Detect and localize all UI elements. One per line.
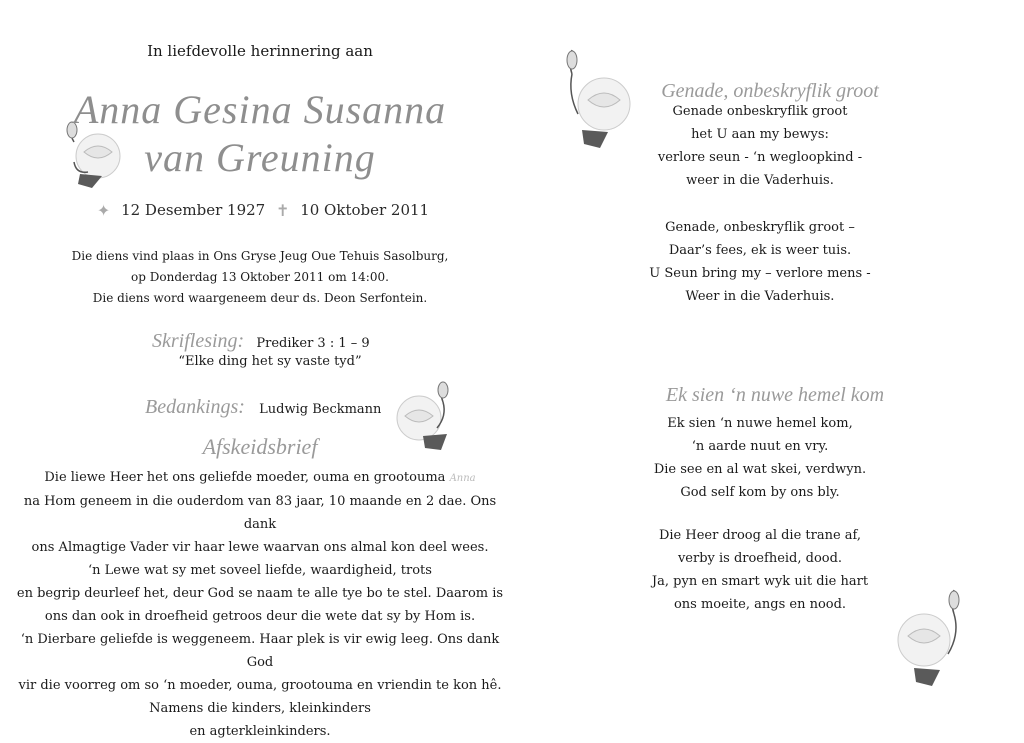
- hymn-line: Genade, onbeskryflik groot –: [665, 220, 855, 235]
- hymn-line: het U aan my bewys:: [691, 127, 829, 142]
- rose-icon: [385, 376, 465, 460]
- letter-faded-name: Anna: [449, 473, 476, 484]
- farewell-letter: [10, 466, 510, 743]
- scripture-row: [152, 330, 452, 353]
- rose-icon: [884, 584, 980, 692]
- letter-line: Namens die kinders, kleinkinders: [149, 701, 371, 716]
- cross-icon: ✝: [276, 200, 290, 220]
- death-date: 10 Oktober 2011: [300, 201, 430, 219]
- deceased-name-line1: Anna Gesina Susanna: [73, 87, 447, 132]
- hymn2-verse2: [630, 524, 890, 616]
- farewell-letter-title: Afskeidsbrief: [202, 434, 318, 459]
- hymn-line: verlore seun - ‘n wegloopkind -: [657, 150, 863, 165]
- thanks-label: Bedankings:: [145, 396, 245, 418]
- hymn-line: God self kom by ons bly.: [680, 485, 840, 500]
- deceased-name-line2: van Greuning: [144, 135, 376, 180]
- hymn-line: U Seun bring my – verlore mens -: [649, 266, 871, 281]
- letter-line: en agterkleinkinders.: [189, 724, 331, 739]
- scripture-reference: Prediker 3 : 1 – 9: [256, 336, 370, 351]
- thanks-name: Ludwig Beckmann: [259, 402, 382, 417]
- scripture-quote: “Elke ding het sy vaste tyd”: [178, 354, 362, 369]
- letter-line: ‘n Lewe wat sy met soveel liefde, waardigheid, trots: [88, 563, 432, 578]
- hymn-line: Daar’s fees, ek is weer tuis.: [668, 243, 852, 258]
- letter-line-text: Die liewe Heer het ons geliefde moeder, ouma en grootouma: [44, 470, 446, 485]
- hymn-line: Ja, pyn en smart wyk uit die hart: [651, 574, 869, 589]
- hymn-line: Ek sien ‘n nuwe hemel kom,: [667, 416, 853, 431]
- hymn-line: ons moeite, angs en nood.: [673, 597, 847, 612]
- dates-row: [90, 200, 430, 220]
- star-icon: ✦: [96, 200, 111, 220]
- letter-line: ons Almagtige Vader vir haar lewe waarvan ons almal kon deel wees.: [31, 540, 489, 555]
- scripture-label: Skriflesing:: [152, 330, 245, 352]
- hymn2-title: Ek sien ‘n nuwe hemel kom: [665, 384, 885, 406]
- intro-text: In liefdevolle herinnering aan: [147, 42, 373, 60]
- service-line: Die diens word waargeneem deur ds. Deon Serfontein.: [92, 291, 428, 305]
- letter-line: ‘n Dierbare geliefde is weggeneem. Haar plek is vir ewig leeg. Ons dank God: [20, 632, 500, 670]
- service-details: [60, 246, 460, 309]
- letter-line: en begrip deurleef het, deur God se naam te alle tye bo te stel. Daarom is: [16, 586, 504, 601]
- hymn-line: Die Heer droog al die trane af,: [658, 528, 862, 543]
- hymn1-verse1: [620, 100, 900, 192]
- hymn1-verse2: [620, 216, 900, 308]
- hymn-line: weer in die Vaderhuis.: [686, 173, 834, 188]
- service-line: op Donderdag 13 Oktober 2011 om 14:00.: [131, 270, 389, 284]
- letter-line: vir die voorreg om so ‘n moeder, ouma, grootouma en vriendin te kon hê.: [18, 678, 502, 693]
- letter-line: na Hom geneem in die ouderdom van 83 jaar, 10 maande en 2 dae. Ons dank: [23, 494, 497, 532]
- letter-line: ons dan ook in droefheid getroos deur die wete dat sy by Hom is.: [44, 609, 476, 624]
- hymn-line: ‘n aarde nuut en vry.: [691, 439, 829, 454]
- hymn1-title: Genade, onbeskryflik groot: [661, 80, 879, 102]
- birth-date: 12 Desember 1927: [121, 201, 266, 219]
- hymn2-verse1: [630, 412, 890, 504]
- hymn-line: Genade onbeskryflik groot: [672, 104, 848, 119]
- service-line: Die diens vind plaas in Ons Gryse Jeug Oue Tehuis Sasolburg,: [71, 249, 449, 263]
- hymn-line: verby is droefheid, dood.: [677, 551, 843, 566]
- hymn-line: Die see en al wat skei, verdwyn.: [653, 462, 867, 477]
- letter-line: [10, 466, 510, 490]
- hymn-line: Weer in die Vaderhuis.: [685, 289, 835, 304]
